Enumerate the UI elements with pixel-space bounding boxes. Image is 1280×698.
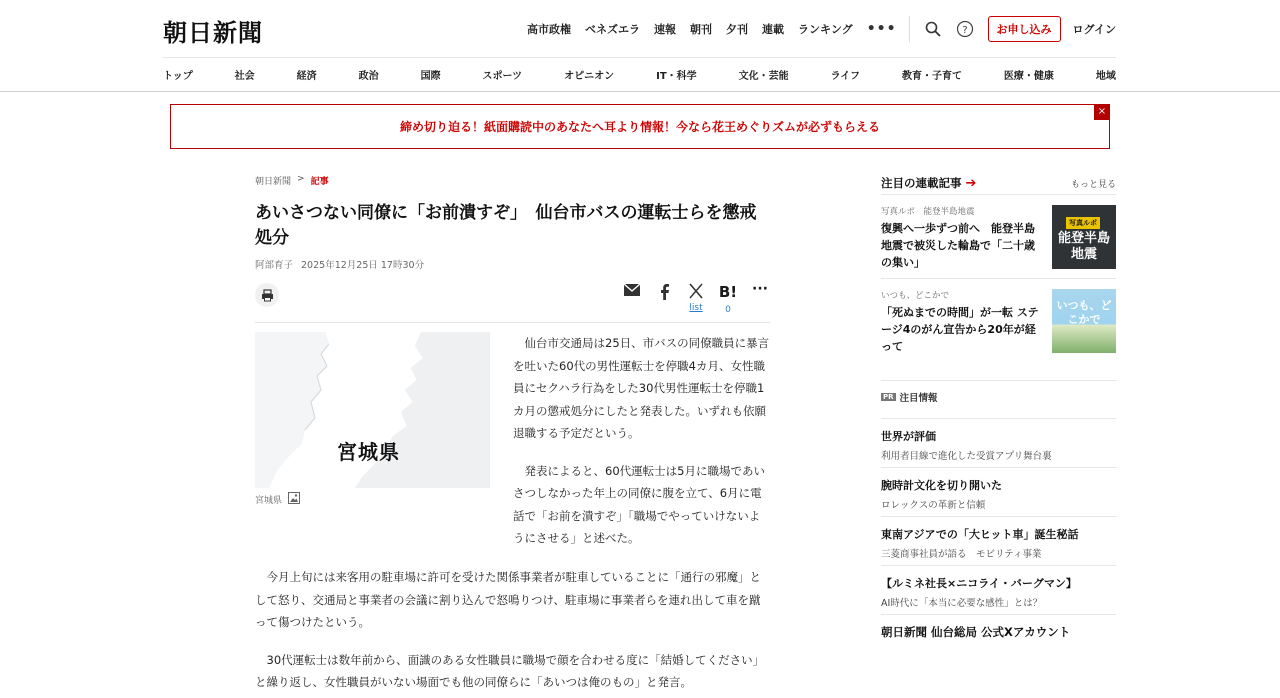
article-body	[255, 566, 770, 698]
top-link-takaichi[interactable]: 高市政権	[527, 23, 572, 36]
top-link-morning[interactable]: 朝刊	[690, 23, 713, 36]
publish-date: 2025年12月25日 17時30分	[301, 260, 425, 271]
serial-category: 写真ルポ 能登半島地震	[881, 207, 975, 217]
nav-top[interactable]: トップ	[163, 71, 193, 82]
site-header	[0, 0, 1280, 92]
paragraph: 今月上旬には来客用の駐車場に許可を受けた関係事業者が駐車していることに「通行の邪魔」として怒り、交通局と事業者の会議に割り込んで怒鳴りつけ、駐車場に事業者らを連れ出して車を蹴って傷つけたという。	[255, 570, 761, 629]
serial-title-text: 注目の連載記事	[881, 176, 962, 190]
pr-item[interactable]	[881, 517, 1116, 566]
svg-text:?: ?	[961, 25, 968, 36]
pr-item-sub[interactable]: 三菱商事社員が語る モビリティ事業	[881, 549, 1042, 560]
list-link[interactable]: list	[689, 303, 703, 313]
breadcrumb-home[interactable]: 朝日新聞	[255, 177, 292, 187]
serial-headline[interactable]: 復興へ一歩ずつ前へ 能登半島地震で被災した輪島で「二十歳の集い」	[881, 222, 1035, 269]
thumb-title: いつも、どこかで	[1056, 299, 1112, 326]
divider	[909, 16, 910, 42]
promo-banner[interactable]	[170, 104, 1110, 149]
article	[255, 174, 770, 689]
top-link-breaking[interactable]: 速報	[654, 23, 677, 36]
hatena-bookmark-icon[interactable]	[718, 283, 738, 315]
paragraph: 仙台市交通局は25日、市バスの同僚職員に暴言を吐いた60代の男性運転士を停職4カ月、女性職員にセクハラ行為をした30代男性運転士を停職1カ月の懲戒処分にしたと発表した。いずれも依願退職する予定だという。	[513, 336, 770, 440]
thumb-badge: 写真ルポ	[1066, 217, 1100, 229]
article-meta	[255, 257, 770, 271]
more-share-icon[interactable]: ···	[752, 281, 768, 297]
serial-headline[interactable]: 「死ぬまでの時間」が一転 ステージ4のがん宣告から20年が経って	[881, 306, 1039, 353]
pr-title: 注目情報	[899, 393, 938, 404]
pr-item-title[interactable]: 【ルミネ社長×ニコライ・バーグマン】	[881, 577, 1077, 590]
nav-region[interactable]: 地域	[1095, 71, 1116, 82]
print-icon[interactable]	[255, 283, 279, 307]
serial-item[interactable]	[881, 194, 1116, 278]
breadcrumb-separator: >	[297, 174, 305, 184]
pr-item-sub[interactable]: 利用者目線で進化した受賞アプリ舞台裏	[881, 451, 1052, 462]
banner-text[interactable]: 締め切り迫る！紙面購読中のあなたへ耳より情報！今なら花王めぐりズムが必ずもらえる	[399, 120, 880, 134]
pr-badge: PR	[883, 393, 894, 401]
search-icon[interactable]	[924, 20, 942, 38]
serial-header	[881, 174, 1116, 192]
nav-culture[interactable]: 文化・芸能	[738, 71, 789, 82]
hatena-count: 0	[725, 305, 731, 315]
share-buttons	[622, 283, 770, 315]
pr-list	[881, 418, 1116, 615]
nav-international[interactable]: 国際	[420, 71, 441, 82]
pr-item-title[interactable]: 世界が評価	[881, 430, 936, 443]
pr-item[interactable]	[881, 419, 1116, 468]
nav-politics[interactable]: 政治	[358, 71, 379, 82]
x-account-link[interactable]: 朝日新聞 仙台総局 公式Xアカウント	[881, 625, 1071, 639]
image-icon[interactable]	[288, 492, 300, 507]
pr-item-title[interactable]: 腕時計文化を切り開いた	[881, 479, 1002, 492]
article-toolbar	[255, 283, 770, 323]
mail-icon[interactable]	[622, 283, 642, 297]
pr-item-sub[interactable]: AI時代に「本当に必要な感性」とは？	[881, 598, 1043, 609]
nav-life[interactable]: ライフ	[830, 71, 860, 82]
sidebar	[881, 174, 1116, 640]
article-title: あいさつない同僚に「お前潰すぞ」 仙台市バスの運転士らを懲戒処分	[255, 203, 757, 248]
x-share-icon[interactable]	[686, 283, 706, 313]
facebook-icon[interactable]	[654, 283, 674, 300]
nav-opinion[interactable]: オピニオン	[564, 71, 615, 82]
serial-title[interactable]	[881, 175, 976, 191]
close-icon[interactable]: ×	[1094, 104, 1110, 120]
more-link[interactable]: もっと見る	[1070, 179, 1116, 190]
author[interactable]: 阿部育子	[255, 260, 294, 271]
nav-economy[interactable]: 経済	[296, 71, 317, 82]
pr-header	[881, 380, 1116, 404]
arrow-right-icon: ➔	[965, 175, 977, 191]
paragraph: 30代運転士は数年前から、面識のある女性職員に職場で顔を合わせる度に「結婚してください」と繰り返し、女性職員がいない場面でも他の同僚らに「あいつは俺のもの」と発言。	[255, 652, 765, 689]
thumb-title: 能登半島地震	[1057, 231, 1110, 262]
serial-category: いつも、どこかで	[881, 291, 950, 301]
help-icon[interactable]	[956, 20, 974, 38]
category-nav	[163, 57, 1116, 91]
pr-item-title[interactable]: 東南アジアでの「大ヒット車」誕生秘話	[881, 528, 1079, 541]
top-link-serial[interactable]: 連載	[762, 23, 785, 36]
hatena-label: B!	[718, 283, 738, 301]
site-logo[interactable]: 朝日新聞	[163, 18, 263, 47]
breadcrumb	[255, 174, 770, 187]
image-caption	[255, 492, 300, 507]
nav-education[interactable]: 教育・子育て	[901, 71, 962, 82]
serial-thumbnail[interactable]	[1052, 289, 1116, 353]
more-menu-icon[interactable]: •••	[866, 21, 897, 37]
nav-health[interactable]: 医療・健康	[1003, 71, 1054, 82]
serial-thumbnail[interactable]	[1052, 205, 1116, 269]
top-links	[513, 16, 1116, 42]
map-image[interactable]	[255, 332, 490, 488]
top-link-ranking[interactable]: ランキング	[798, 23, 853, 36]
subscribe-button[interactable]: お申し込み	[988, 16, 1061, 42]
lead-text	[513, 332, 771, 565]
login-link[interactable]: ログイン	[1072, 23, 1116, 36]
pr-item[interactable]	[881, 566, 1116, 615]
nav-society[interactable]: 社会	[234, 71, 255, 82]
nav-it-science[interactable]: IT・科学	[656, 71, 697, 82]
caption-text: 宮城県	[255, 496, 283, 506]
top-link-venezuela[interactable]: ベネズエラ	[585, 23, 641, 36]
map-label: 宮城県	[337, 440, 400, 464]
top-link-evening[interactable]: 夕刊	[726, 23, 749, 36]
pr-item-sub[interactable]: ロレックスの革新と信頼	[881, 500, 986, 511]
breadcrumb-current[interactable]: 記事	[310, 177, 329, 187]
pr-item[interactable]	[881, 468, 1116, 517]
paragraph: 発表によると、60代運転士は5月に職場であいさつしなかった年上の同僚に腹を立て、6月に電話で「お前を潰すぞ」「職場でやっていけないようにさせる」と述べた。	[513, 463, 765, 545]
nav-sports[interactable]: スポーツ	[482, 71, 523, 82]
serial-item[interactable]	[881, 278, 1116, 362]
